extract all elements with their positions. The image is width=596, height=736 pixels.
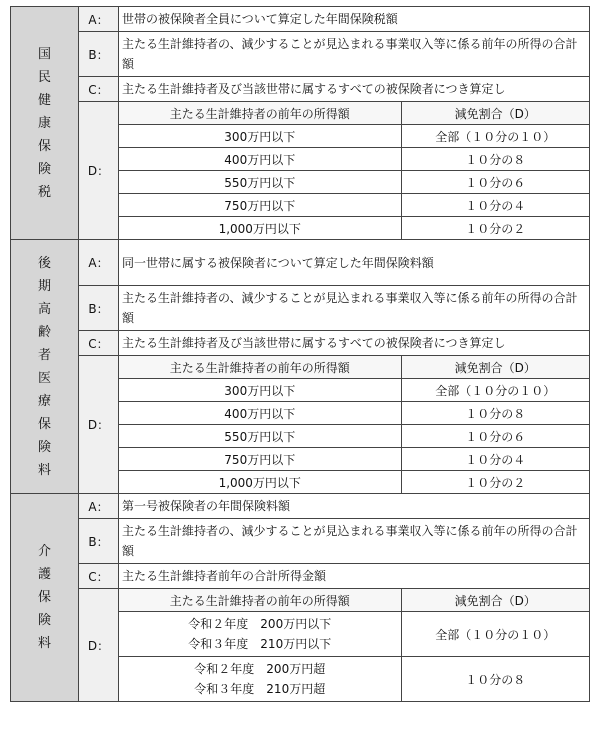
rate-cell: 全部（１０分の１０） bbox=[401, 125, 589, 148]
reduction-rate-cell bbox=[119, 589, 590, 702]
income-cell: 400万円以下 bbox=[119, 402, 401, 425]
income-line: 令和２年度 200万円超 bbox=[194, 662, 326, 676]
table-row bbox=[119, 425, 589, 448]
income-cell: 750万円以下 bbox=[119, 448, 401, 471]
reduction-rate-cell bbox=[119, 102, 590, 240]
rate-column-header: 減免割合（D） bbox=[401, 356, 589, 379]
table-row bbox=[119, 125, 589, 148]
rate-cell: １０分の４ bbox=[401, 448, 589, 471]
income-line: 令和３年度 210万円超 bbox=[194, 682, 326, 696]
definition-a: 第一号被保険者の年間保険料額 bbox=[119, 494, 590, 519]
key-a: A： bbox=[79, 7, 119, 32]
income-column-header: 主たる生計維持者の前年の所得額 bbox=[119, 356, 401, 379]
income-cell: 1,000万円以下 bbox=[119, 471, 401, 494]
income-cell: 300万円以下 bbox=[119, 125, 401, 148]
rate-cell: １０分の２ bbox=[401, 217, 589, 240]
income-line: 令和２年度 200万円以下 bbox=[188, 617, 332, 631]
definition-b: 主たる生計維持者の、減少することが見込まれる事業収入等に係る前年の所得の合計額 bbox=[119, 519, 590, 564]
key-d: D： bbox=[79, 589, 119, 702]
key-d: D： bbox=[79, 356, 119, 494]
key-c: C： bbox=[79, 77, 119, 102]
key-b: B： bbox=[79, 519, 119, 564]
reduction-table-page bbox=[10, 6, 590, 702]
section-label-late-elderly-medical-insurance: 後期高齢者医療保険料 bbox=[11, 240, 79, 494]
rate-cell: １０分の６ bbox=[401, 425, 589, 448]
key-b: B： bbox=[79, 286, 119, 331]
income-column-header: 主たる生計維持者の前年の所得額 bbox=[119, 589, 401, 612]
reduction-rate-cell bbox=[119, 356, 590, 494]
rate-column-header: 減免割合（D） bbox=[401, 102, 589, 125]
key-a: A： bbox=[79, 240, 119, 286]
definition-a: 同一世帯に属する被保険者について算定した年間保険料額 bbox=[119, 240, 590, 286]
table-row bbox=[119, 471, 589, 494]
key-d: D： bbox=[79, 102, 119, 240]
rate-cell: １０分の８ bbox=[401, 402, 589, 425]
table-row bbox=[119, 379, 589, 402]
reduction-criteria-table bbox=[10, 6, 590, 702]
section-label-long-term-care-insurance: 介護保険料 bbox=[11, 494, 79, 702]
income-cell: 400万円以下 bbox=[119, 148, 401, 171]
reduction-rate-table bbox=[119, 589, 589, 701]
income-cell: 550万円以下 bbox=[119, 425, 401, 448]
rate-cell: １０分の４ bbox=[401, 194, 589, 217]
income-column-header: 主たる生計維持者の前年の所得額 bbox=[119, 102, 401, 125]
income-cell: 300万円以下 bbox=[119, 379, 401, 402]
key-c: C： bbox=[79, 564, 119, 589]
income-cell: 550万円以下 bbox=[119, 171, 401, 194]
rate-cell: １０分の８ bbox=[401, 657, 589, 702]
rate-cell: 全部（１０分の１０） bbox=[401, 612, 589, 657]
definition-c: 主たる生計維持者及び当該世帯に属するすべての被保険者につき算定し bbox=[119, 331, 590, 356]
table-row bbox=[119, 148, 589, 171]
reduction-rate-table bbox=[119, 356, 589, 493]
table-row bbox=[119, 171, 589, 194]
income-cell bbox=[119, 612, 401, 657]
table-row bbox=[119, 402, 589, 425]
section-label-national-health-insurance-tax: 国民健康保険税 bbox=[11, 7, 79, 240]
key-b: B： bbox=[79, 32, 119, 77]
income-cell bbox=[119, 657, 401, 702]
rate-cell: 全部（１０分の１０） bbox=[401, 379, 589, 402]
key-a: A： bbox=[79, 494, 119, 519]
definition-b: 主たる生計維持者の、減少することが見込まれる事業収入等に係る前年の所得の合計額 bbox=[119, 286, 590, 331]
rate-cell: １０分の６ bbox=[401, 171, 589, 194]
definition-c: 主たる生計維持者前年の合計所得金額 bbox=[119, 564, 590, 589]
key-c: C： bbox=[79, 331, 119, 356]
table-row bbox=[119, 657, 589, 702]
table-row bbox=[119, 448, 589, 471]
rate-cell: １０分の２ bbox=[401, 471, 589, 494]
table-row bbox=[119, 612, 589, 657]
income-cell: 750万円以下 bbox=[119, 194, 401, 217]
income-cell: 1,000万円以下 bbox=[119, 217, 401, 240]
table-row bbox=[119, 194, 589, 217]
rate-cell: １０分の８ bbox=[401, 148, 589, 171]
reduction-rate-table bbox=[119, 102, 589, 239]
definition-a: 世帯の被保険者全員について算定した年間保険税額 bbox=[119, 7, 590, 32]
rate-column-header: 減免割合（D） bbox=[401, 589, 589, 612]
income-line: 令和３年度 210万円以下 bbox=[188, 637, 332, 651]
table-row bbox=[119, 217, 589, 240]
definition-b: 主たる生計維持者の、減少することが見込まれる事業収入等に係る前年の所得の合計額 bbox=[119, 32, 590, 77]
definition-c: 主たる生計維持者及び当該世帯に属するすべての被保険者につき算定し bbox=[119, 77, 590, 102]
